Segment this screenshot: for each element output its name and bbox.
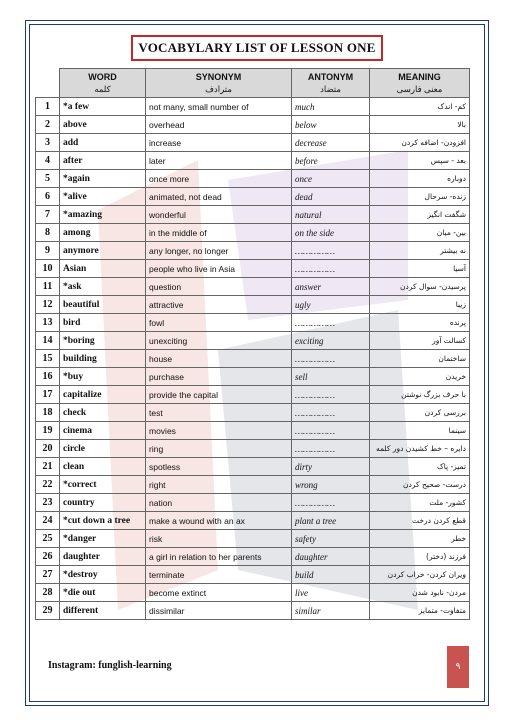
row-antonym: daughter (292, 548, 370, 566)
table-row (36, 404, 470, 422)
row-number: 8 (36, 224, 60, 242)
row-meaning: درست- صحیح کردن (370, 476, 470, 494)
table-row (36, 548, 470, 566)
row-antonym: similar (292, 602, 370, 620)
row-synonym: dissimilar (146, 602, 292, 620)
table-row (36, 170, 470, 188)
row-antonym: exciting (292, 332, 370, 350)
row-meaning: پرسیدن- سوال کردن (370, 278, 470, 296)
row-number: 5 (36, 170, 60, 188)
row-synonym: provide the capital (146, 386, 292, 404)
row-meaning: فرزند (دختر) (370, 548, 470, 566)
row-number: 22 (36, 476, 60, 494)
row-number: 12 (36, 296, 60, 314)
row-meaning: خریدن (370, 368, 470, 386)
table-row (36, 512, 470, 530)
row-word: bird (60, 314, 146, 332)
table-row (36, 458, 470, 476)
row-antonym: wrong (292, 476, 370, 494)
row-meaning: سینما (370, 422, 470, 440)
table-row (36, 494, 470, 512)
row-number: 4 (36, 152, 60, 170)
row-word: capitalize (60, 386, 146, 404)
row-number: 24 (36, 512, 60, 530)
row-meaning: بعد - سپس (370, 152, 470, 170)
row-word: cinema (60, 422, 146, 440)
row-word: Asian (60, 260, 146, 278)
row-meaning: نه بیشتر (370, 242, 470, 260)
table-row (36, 242, 470, 260)
table-row (36, 296, 470, 314)
row-meaning: کم- اندک (370, 98, 470, 116)
header-antonym (292, 69, 370, 98)
row-word: *again (60, 170, 146, 188)
row-antonym: …………… (292, 314, 370, 332)
row-synonym: right (146, 476, 292, 494)
row-antonym: build (292, 566, 370, 584)
row-synonym: test (146, 404, 292, 422)
instagram-footer: Instagram: funglish-learning (48, 660, 172, 671)
header-number (36, 69, 60, 98)
row-word: add (60, 134, 146, 152)
row-synonym: a girl in relation to her parents (146, 548, 292, 566)
row-word: anymore (60, 242, 146, 260)
row-antonym: before (292, 152, 370, 170)
row-number: 11 (36, 278, 60, 296)
row-synonym: people who live in Asia (146, 260, 292, 278)
row-antonym: …………… (292, 386, 370, 404)
row-number: 26 (36, 548, 60, 566)
page-title: VOCABYLARY LIST OF LESSON ONE (131, 35, 383, 61)
table-row (36, 152, 470, 170)
row-word: *danger (60, 530, 146, 548)
row-number: 21 (36, 458, 60, 476)
table-row (36, 188, 470, 206)
row-synonym: question (146, 278, 292, 296)
row-synonym: ring (146, 440, 292, 458)
header-word-en: WORD (88, 72, 117, 82)
row-meaning: مردن- نابود شدن (370, 584, 470, 602)
row-meaning: تمیز- پاک (370, 458, 470, 476)
row-synonym: house (146, 350, 292, 368)
table-row (36, 206, 470, 224)
table-row (36, 530, 470, 548)
row-word: beautiful (60, 296, 146, 314)
row-antonym: much (292, 98, 370, 116)
row-number: 7 (36, 206, 60, 224)
row-word: country (60, 494, 146, 512)
row-antonym: dirty (292, 458, 370, 476)
row-word: *destroy (60, 566, 146, 584)
row-meaning: خطر (370, 530, 470, 548)
table-row (36, 422, 470, 440)
row-meaning: کسالت آور (370, 332, 470, 350)
row-number: 15 (36, 350, 60, 368)
row-synonym: fowl (146, 314, 292, 332)
row-antonym: …………… (292, 350, 370, 368)
row-antonym: …………… (292, 260, 370, 278)
page-number-badge: ۹ (447, 646, 469, 688)
row-antonym: natural (292, 206, 370, 224)
row-word: daughter (60, 548, 146, 566)
row-antonym: decrease (292, 134, 370, 152)
row-meaning: زنده- سرحال (370, 188, 470, 206)
row-number: 9 (36, 242, 60, 260)
row-antonym: sell (292, 368, 370, 386)
row-number: 20 (36, 440, 60, 458)
row-word: different (60, 602, 146, 620)
row-number: 16 (36, 368, 60, 386)
row-number: 27 (36, 566, 60, 584)
row-meaning: بین- میان (370, 224, 470, 242)
row-number: 3 (36, 134, 60, 152)
row-antonym: answer (292, 278, 370, 296)
row-antonym: …………… (292, 404, 370, 422)
row-meaning: دایره – خط کشیدن دور کلمه (370, 440, 470, 458)
row-meaning: قطع کردن درخت (370, 512, 470, 530)
row-number: 14 (36, 332, 60, 350)
row-word: check (60, 404, 146, 422)
row-antonym: …………… (292, 422, 370, 440)
table-row (36, 386, 470, 404)
row-antonym: safety (292, 530, 370, 548)
row-synonym: unexciting (146, 332, 292, 350)
vocabulary-table (35, 68, 470, 620)
row-number: 2 (36, 116, 60, 134)
table-row (36, 350, 470, 368)
row-antonym: …………… (292, 440, 370, 458)
row-synonym: later (146, 152, 292, 170)
row-antonym: plant a tree (292, 512, 370, 530)
row-word: *alive (60, 188, 146, 206)
row-word: circle (60, 440, 146, 458)
row-synonym: animated, not dead (146, 188, 292, 206)
row-word: *boring (60, 332, 146, 350)
table-row (36, 602, 470, 620)
row-meaning: کشور- ملت (370, 494, 470, 512)
row-word: *a few (60, 98, 146, 116)
row-meaning: بالا (370, 116, 470, 134)
table-row (36, 332, 470, 350)
row-word: after (60, 152, 146, 170)
table-row (36, 278, 470, 296)
row-number: 25 (36, 530, 60, 548)
row-meaning: ساختمان (370, 350, 470, 368)
row-antonym: ugly (292, 296, 370, 314)
row-meaning: ویران کردن- خراب کردن (370, 566, 470, 584)
row-synonym: attractive (146, 296, 292, 314)
row-synonym: wonderful (146, 206, 292, 224)
header-antonym-fa: متضاد (320, 84, 341, 94)
row-word: clean (60, 458, 146, 476)
row-word: *buy (60, 368, 146, 386)
row-number: 19 (36, 422, 60, 440)
header-antonym-en: ANTONYM (307, 72, 354, 82)
header-synonym-en: SYNONYM (195, 72, 242, 82)
row-meaning: با حرف بزرگ نوشتن (370, 386, 470, 404)
row-number: 18 (36, 404, 60, 422)
table-row (36, 224, 470, 242)
row-synonym: purchase (146, 368, 292, 386)
header-meaning (370, 69, 470, 98)
row-word: *ask (60, 278, 146, 296)
row-word: *amazing (60, 206, 146, 224)
table-row (36, 368, 470, 386)
header-word-fa: کلمه (94, 84, 111, 94)
row-synonym: become extinct (146, 584, 292, 602)
row-meaning: بررسی کردن (370, 404, 470, 422)
row-meaning: آسیا (370, 260, 470, 278)
row-word: *die out (60, 584, 146, 602)
row-antonym: …………… (292, 242, 370, 260)
header-word (60, 69, 146, 98)
row-number: 28 (36, 584, 60, 602)
table-row (36, 116, 470, 134)
row-meaning: زیبا (370, 296, 470, 314)
header-synonym (146, 69, 292, 98)
header-synonym-fa: مترادف (205, 84, 232, 94)
row-number: 10 (36, 260, 60, 278)
row-synonym: not many, small number of (146, 98, 292, 116)
row-meaning: متفاوت- متمایز (370, 602, 470, 620)
row-synonym: once more (146, 170, 292, 188)
row-synonym: movies (146, 422, 292, 440)
row-synonym: spotless (146, 458, 292, 476)
table-row (36, 566, 470, 584)
row-word: *cut down a tree (60, 512, 146, 530)
row-number: 23 (36, 494, 60, 512)
row-number: 17 (36, 386, 60, 404)
row-antonym: live (292, 584, 370, 602)
row-synonym: make a wound with an ax (146, 512, 292, 530)
row-synonym: overhead (146, 116, 292, 134)
row-meaning: پرنده (370, 314, 470, 332)
row-synonym: nation (146, 494, 292, 512)
header-meaning-en: MEANING (398, 72, 441, 82)
row-antonym: on the side (292, 224, 370, 242)
row-antonym: below (292, 116, 370, 134)
table-row (36, 98, 470, 116)
row-number: 1 (36, 98, 60, 116)
table-header-row (36, 69, 470, 98)
row-word: among (60, 224, 146, 242)
row-antonym: …………… (292, 494, 370, 512)
header-meaning-fa: معنی فارسی (396, 84, 443, 94)
row-number: 13 (36, 314, 60, 332)
table-row (36, 134, 470, 152)
table-row (36, 476, 470, 494)
row-number: 6 (36, 188, 60, 206)
row-meaning: شگفت انگیز (370, 206, 470, 224)
row-synonym: any longer, no longer (146, 242, 292, 260)
row-synonym: increase (146, 134, 292, 152)
row-word: building (60, 350, 146, 368)
row-number: 29 (36, 602, 60, 620)
row-word: *correct (60, 476, 146, 494)
row-synonym: in the middle of (146, 224, 292, 242)
row-word: above (60, 116, 146, 134)
table-row (36, 584, 470, 602)
table-row (36, 440, 470, 458)
row-synonym: terminate (146, 566, 292, 584)
row-synonym: risk (146, 530, 292, 548)
row-meaning: دوباره (370, 170, 470, 188)
row-meaning: افزودن- اضافه کردن (370, 134, 470, 152)
table-row (36, 314, 470, 332)
row-antonym: once (292, 170, 370, 188)
row-antonym: dead (292, 188, 370, 206)
table-row (36, 260, 470, 278)
